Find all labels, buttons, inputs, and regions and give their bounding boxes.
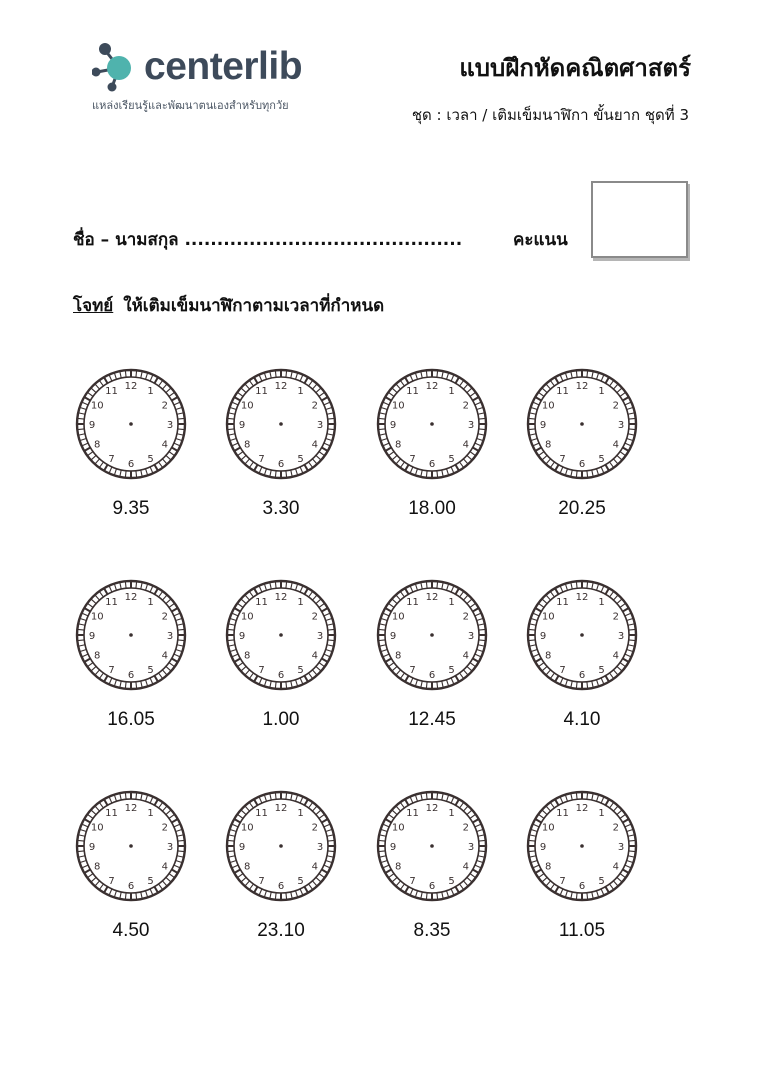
clock-numeral: 11	[105, 386, 118, 398]
clock-numeral: 3	[166, 420, 174, 431]
clock-numeral: 1	[297, 597, 304, 609]
clock-numeral: 8	[244, 439, 251, 451]
clock-numeral: 3	[316, 631, 324, 642]
student-name-field[interactable]: ชื่อ – นามสกุล ...........................................	[73, 230, 463, 250]
clock-numeral: 3	[316, 842, 324, 853]
time-label: 23.10	[257, 920, 305, 941]
clock-numeral: 3	[617, 420, 625, 431]
clock-numeral: 6	[428, 881, 436, 892]
clock-numeral: 12	[124, 592, 138, 603]
clock-numeral: 7	[108, 875, 115, 887]
clock-numeral: 1	[147, 808, 154, 820]
clock-numeral: 12	[575, 381, 589, 392]
time-label: 3.30	[262, 498, 300, 519]
clock-numeral: 3	[166, 842, 174, 853]
clock-icon	[75, 368, 187, 480]
clock-numeral: 3	[316, 420, 324, 431]
clock-numeral: 1	[598, 386, 605, 398]
clock-numeral: 1	[448, 808, 455, 820]
clock-numeral: 3	[467, 631, 475, 642]
clock-icon	[526, 579, 638, 691]
clock-face[interactable]	[75, 579, 187, 691]
clock-numeral: 7	[258, 453, 265, 465]
clock-face[interactable]	[75, 368, 187, 480]
clock-numeral: 2	[612, 611, 619, 623]
clock-icon	[376, 579, 488, 691]
clock-numeral: 11	[406, 808, 419, 820]
time-label: 11.05	[558, 920, 606, 941]
clock-numeral: 7	[409, 453, 416, 465]
clock-numeral: 9	[88, 842, 96, 853]
clock-numeral: 10	[391, 611, 405, 623]
clock-numeral: 5	[448, 453, 455, 465]
clock-numeral: 6	[428, 459, 436, 470]
clock-numeral: 10	[90, 400, 104, 412]
clock-numeral: 9	[238, 420, 246, 431]
clock-numeral: 12	[425, 381, 439, 392]
clock-numeral: 10	[541, 611, 555, 623]
clock-face[interactable]	[376, 790, 488, 902]
clock-icon	[75, 790, 187, 902]
clock-numeral: 10	[391, 400, 405, 412]
clock-numeral: 9	[238, 842, 246, 853]
clock-numeral: 9	[238, 631, 246, 642]
clock-numeral: 8	[545, 439, 552, 451]
clock-numeral: 4	[311, 861, 318, 873]
clock-numeral: 10	[240, 822, 254, 834]
worksheet-title: แบบฝึกหัดคณิตศาสตร์	[459, 54, 691, 82]
clock-numeral: 1	[297, 386, 304, 398]
clock-numeral: 7	[258, 875, 265, 887]
clock-face[interactable]	[526, 579, 638, 691]
clock-face[interactable]	[376, 579, 488, 691]
clock-numeral: 2	[311, 400, 318, 412]
clock-numeral: 9	[389, 842, 397, 853]
instruction-text: ให้เติมเข็มนาฬิกาตามเวลาที่กำหนด	[123, 296, 385, 316]
clock-numeral: 5	[147, 664, 154, 676]
time-label: 1.00	[262, 709, 300, 730]
instruction	[73, 292, 384, 319]
clock-numeral: 6	[578, 881, 586, 892]
clock-numeral: 3	[467, 420, 475, 431]
clock-numeral: 4	[161, 861, 168, 873]
clock-numeral: 11	[556, 386, 569, 398]
clock-numeral: 4	[161, 650, 168, 662]
time-label: 12.45	[408, 709, 456, 730]
logo-molecule-icon	[92, 42, 146, 92]
worksheet-subtitle: ชุด : เวลา / เติมเข็มนาฬิกา ขั้นยาก ชุดที่ 3	[411, 106, 689, 124]
clock-numeral: 12	[124, 381, 138, 392]
clock-numeral: 5	[147, 875, 154, 887]
centerlib-logo	[92, 42, 342, 114]
clock-numeral: 10	[240, 400, 254, 412]
clock-numeral: 4	[462, 650, 469, 662]
clock-numeral: 7	[559, 875, 566, 887]
clock-numeral: 2	[462, 400, 469, 412]
clock-face[interactable]	[526, 368, 638, 480]
clock-numeral: 3	[617, 631, 625, 642]
clock-numeral: 2	[612, 822, 619, 834]
clock-numeral: 11	[255, 386, 268, 398]
clock-numeral: 11	[406, 386, 419, 398]
clock-numeral: 8	[94, 650, 101, 662]
clock-numeral: 4	[612, 861, 619, 873]
clock-numeral: 5	[598, 453, 605, 465]
clock-numeral: 10	[541, 822, 555, 834]
clock-face[interactable]	[225, 790, 337, 902]
clock-numeral: 3	[467, 842, 475, 853]
clock-numeral: 3	[166, 631, 174, 642]
clock-numeral: 2	[161, 611, 168, 623]
clock-numeral: 7	[258, 664, 265, 676]
clock-numeral: 5	[297, 664, 304, 676]
clock-numeral: 6	[127, 670, 135, 681]
clock-numeral: 1	[147, 386, 154, 398]
clock-icon	[526, 790, 638, 902]
clock-numeral: 5	[448, 875, 455, 887]
clock-numeral: 4	[462, 439, 469, 451]
clock-numeral: 12	[274, 803, 288, 814]
clock-numeral: 1	[297, 808, 304, 820]
clock-numeral: 4	[311, 650, 318, 662]
clock-numeral: 11	[406, 597, 419, 609]
clock-numeral: 2	[311, 611, 318, 623]
clock-numeral: 11	[556, 808, 569, 820]
clock-numeral: 6	[578, 459, 586, 470]
clock-numeral: 8	[545, 650, 552, 662]
score-label: คะแนน	[513, 230, 568, 250]
clock-numeral: 11	[255, 597, 268, 609]
clock-icon	[225, 579, 337, 691]
clock-numeral: 4	[612, 650, 619, 662]
clock-icon	[75, 579, 187, 691]
logo-text: centerlib	[144, 45, 303, 88]
clock-numeral: 4	[612, 439, 619, 451]
clock-numeral: 2	[462, 611, 469, 623]
clock-numeral: 5	[147, 453, 154, 465]
clock-numeral: 8	[395, 650, 402, 662]
clock-numeral: 7	[559, 453, 566, 465]
clock-numeral: 6	[127, 459, 135, 470]
clock-numeral: 7	[108, 664, 115, 676]
clock-numeral: 9	[539, 842, 547, 853]
clock-numeral: 4	[161, 439, 168, 451]
time-label: 8.35	[413, 920, 451, 941]
clock-numeral: 8	[395, 439, 402, 451]
time-label: 20.25	[558, 498, 606, 519]
clock-icon	[376, 368, 488, 480]
clock-numeral: 5	[297, 875, 304, 887]
clock-numeral: 1	[448, 597, 455, 609]
clock-numeral: 12	[124, 803, 138, 814]
clock-face[interactable]	[376, 368, 488, 480]
clock-numeral: 1	[147, 597, 154, 609]
clock-numeral: 9	[389, 420, 397, 431]
clock-numeral: 12	[425, 592, 439, 603]
clock-numeral: 11	[105, 808, 118, 820]
clock-numeral: 1	[448, 386, 455, 398]
clock-numeral: 5	[448, 664, 455, 676]
clock-numeral: 10	[541, 400, 555, 412]
clock-numeral: 9	[539, 420, 547, 431]
clock-numeral: 1	[598, 597, 605, 609]
clock-icon	[526, 368, 638, 480]
clock-numeral: 5	[598, 875, 605, 887]
clock-numeral: 4	[311, 439, 318, 451]
clock-numeral: 11	[105, 597, 118, 609]
clock-icon	[225, 790, 337, 902]
clock-numeral: 9	[88, 420, 96, 431]
time-label: 18.00	[408, 498, 456, 519]
clock-numeral: 5	[598, 664, 605, 676]
clock-numeral: 2	[462, 822, 469, 834]
clock-numeral: 2	[161, 822, 168, 834]
clock-icon	[225, 368, 337, 480]
clock-numeral: 12	[575, 803, 589, 814]
instruction-lead: โจทย์	[73, 296, 114, 316]
time-label: 4.50	[112, 920, 150, 941]
score-box[interactable]	[591, 181, 688, 258]
clock-numeral: 8	[244, 861, 251, 873]
clock-numeral: 6	[277, 881, 285, 892]
clock-numeral: 1	[598, 808, 605, 820]
clock-numeral: 6	[578, 670, 586, 681]
clock-numeral: 12	[274, 381, 288, 392]
clock-numeral: 6	[277, 670, 285, 681]
clock-numeral: 12	[575, 592, 589, 603]
clock-numeral: 9	[539, 631, 547, 642]
logo-tagline: แหล่งเรียนรู้และพัฒนาตนเองสำหรับทุกวัย	[92, 99, 289, 112]
clock-numeral: 8	[94, 861, 101, 873]
clock-numeral: 7	[559, 664, 566, 676]
clock-face[interactable]	[225, 579, 337, 691]
clock-numeral: 11	[255, 808, 268, 820]
clock-face[interactable]	[75, 790, 187, 902]
clock-numeral: 8	[545, 861, 552, 873]
clock-face[interactable]	[526, 790, 638, 902]
clock-numeral: 2	[612, 400, 619, 412]
clock-numeral: 8	[244, 650, 251, 662]
clock-numeral: 6	[277, 459, 285, 470]
clock-numeral: 4	[462, 861, 469, 873]
clock-numeral: 2	[311, 822, 318, 834]
clock-numeral: 6	[428, 670, 436, 681]
clock-numeral: 6	[127, 881, 135, 892]
clock-numeral: 8	[395, 861, 402, 873]
clock-numeral: 9	[389, 631, 397, 642]
clock-numeral: 2	[161, 400, 168, 412]
clock-numeral: 3	[617, 842, 625, 853]
clock-numeral: 12	[425, 803, 439, 814]
clock-numeral: 11	[556, 597, 569, 609]
clock-numeral: 10	[90, 822, 104, 834]
clock-numeral: 8	[94, 439, 101, 451]
clock-numeral: 7	[108, 453, 115, 465]
clock-numeral: 10	[240, 611, 254, 623]
clock-numeral: 10	[391, 822, 405, 834]
time-label: 16.05	[107, 709, 155, 730]
clock-icon	[376, 790, 488, 902]
clock-numeral: 7	[409, 875, 416, 887]
clock-numeral: 9	[88, 631, 96, 642]
time-label: 4.10	[563, 709, 601, 730]
clock-numeral: 12	[274, 592, 288, 603]
clock-numeral: 5	[297, 453, 304, 465]
time-label: 9.35	[112, 498, 150, 519]
clock-numeral: 7	[409, 664, 416, 676]
clock-numeral: 10	[90, 611, 104, 623]
clock-face[interactable]	[225, 368, 337, 480]
